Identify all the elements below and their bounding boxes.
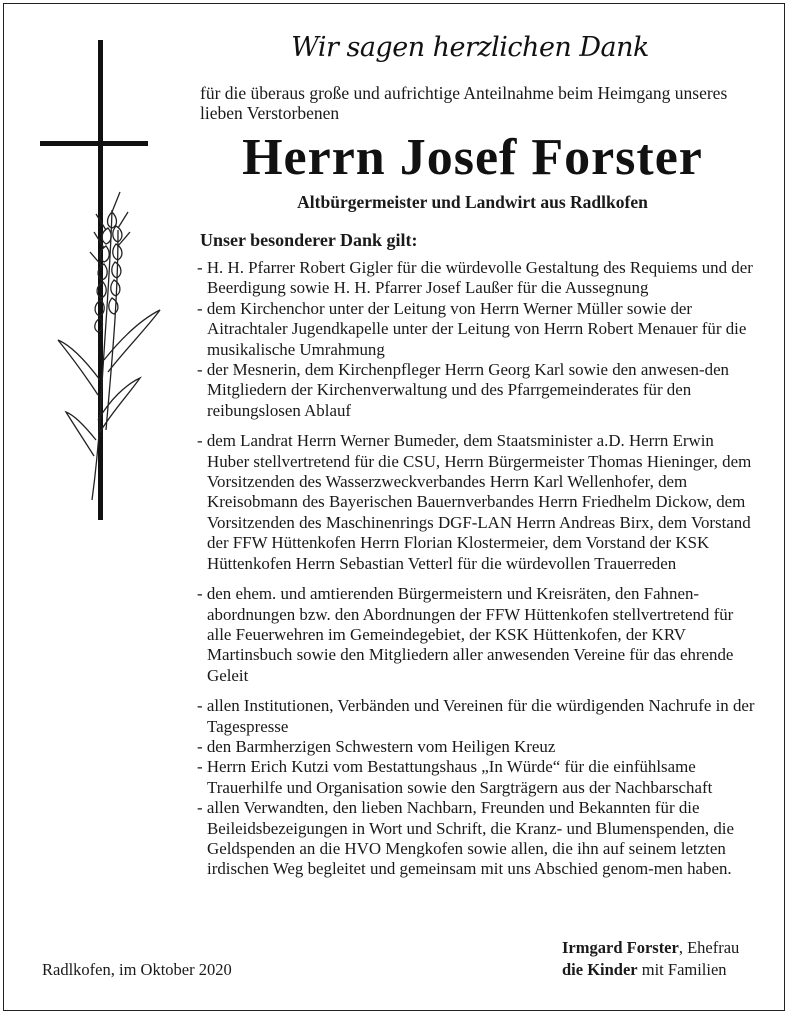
thanks-item: - den Barmherzigen Schwestern vom Heiligen Kreuz: [197, 736, 556, 756]
deceased-name: Herrn Josef Forster: [242, 129, 703, 186]
signature: [562, 937, 762, 981]
signature-name-1: Irmgard Forster: [562, 938, 679, 957]
thanks-item: - dem Kirchenchor unter der Leitung von Herrn Werner Müller sowie der Aitrachtaler Jugendkapelle unter der Leitung von Herrn Robert Menauer für die musikalische Umrahmung: [197, 298, 747, 359]
thanks-item: - der Mesnerin, dem Kirchenpfleger Herrn Georg Karl sowie den anwesen-den Mitgliedern der Kirchenverwaltung und des Pfarrgemeinderates für den reibungslosen Ablauf: [197, 360, 730, 420]
intro-text: für die überaus große und aufrichtige Anteilnahme beim Heimgang unseres lieben Verstorbenen: [200, 83, 728, 123]
thanks-heading: Unser besonderer Dank gilt:: [200, 230, 418, 250]
place-date: Radlkofen, im Oktober 2020: [42, 960, 232, 979]
thanks-group: [197, 584, 757, 686]
thanks-item: - Herrn Erich Kutzi vom Bestattungshaus „In Würde“ für die einfühlsame Trauerhilfe und Organisation sowie den Sargträgern aus der Nachbarschaft: [197, 757, 713, 797]
cross-icon: [0, 0, 200, 530]
deceased-role: Altbürgermeister und Landwirt aus Radlkofen: [297, 192, 648, 212]
thanks-item: - allen Institutionen, Verbänden und Vereinen für die würdigenden Nachrufe in der Tagespresse: [197, 696, 755, 736]
thanks-list: [197, 258, 757, 880]
signature-relation-1: , Ehefrau: [678, 938, 740, 957]
thanks-item: - allen Verwandten, den lieben Nachbarn, Freunden und Bekannten für die Beileidsbezeigungen in Wort und Schrift, die Kranz- und Blumenspenden, die Geldspenden an die HVO Mengkofen sowie allen, die ihn auf seinem letzten irdischen Weg begleitet und gemeinsam mit uns Abschied genom-men haben.: [197, 798, 734, 879]
signature-relation-2: mit Familien: [637, 960, 727, 979]
thanks-item: - dem Landrat Herrn Werner Bumeder, dem Staatsminister a.D. Herrn Erwin Huber stellvertretend für die CSU, Herrn Bürgermeister Thomas Hieninger, dem Vorsitzenden des Wasserzweckverbandes Herrn Karl Wellenhofer, dem Kreisobmann des Bayerischen Bauernverbandes Herrn Friedhelm Dickow, dem Vorsitzenden des Maschinenrings DGF-LAN Herrn Andreas Birx, dem Vorstand der FFW Hüttenkofen Herrn Florian Klostermeier, dem Vorstand der KSK Hüttenkofen Herrn Sebastian Vetterl für die würdevollen Trauerreden: [197, 431, 752, 573]
thanks-item: - den ehem. und amtierenden Bürgermeistern und Kreisräten, den Fahnen-abordnungen bzw. den Abordnungen der FFW Hüttenkofen stellvertretend für alle Feuerwehren im Gemeindegebiet, der KSK Hüttenkofen, der KRV Martinsbuch sowie den Mitgliedern aller anwesenden Vereine für das ehrende Geleit: [197, 584, 734, 685]
thanks-group: [197, 431, 757, 574]
thanks-item: - H. H. Pfarrer Robert Gigler für die würdevolle Gestaltung des Requiems und der Beerdigung sowie H. H. Pfarrer Josef Laußer für die Aussegnung: [197, 258, 753, 298]
wheat-icon: [58, 192, 160, 500]
headline: Wir sagen herzlichen Dank: [291, 32, 649, 63]
thanks-group: [197, 696, 757, 880]
signature-name-2: die Kinder: [562, 960, 638, 979]
thanks-group: [197, 258, 757, 421]
signature-line-1: [562, 937, 762, 959]
signature-line-2: [562, 959, 762, 981]
